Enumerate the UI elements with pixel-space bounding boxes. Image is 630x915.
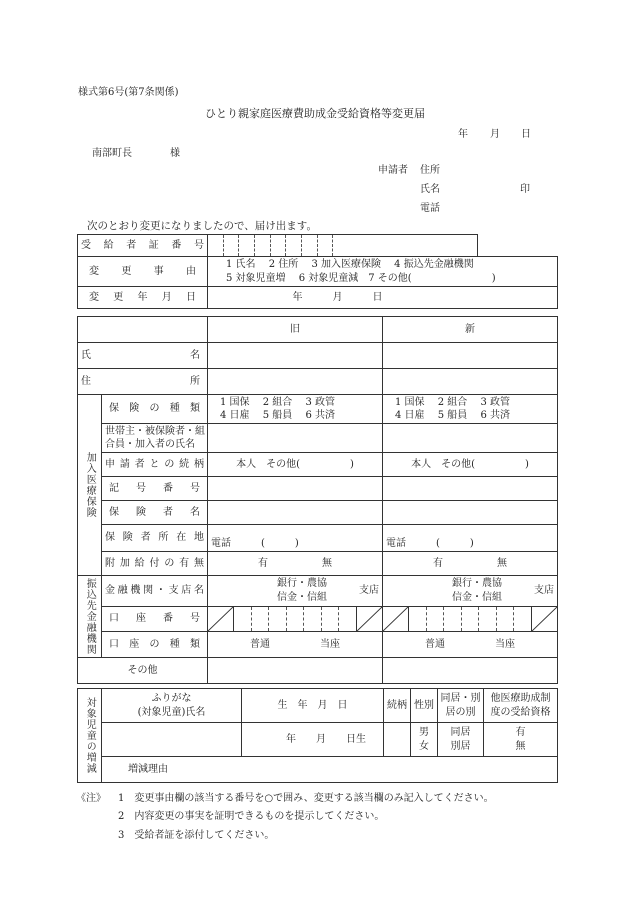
new-account-type[interactable]: 普通 当座: [383, 632, 558, 658]
new-extra-benefit[interactable]: 有 無: [383, 552, 558, 576]
address-label: 住所: [420, 165, 440, 176]
old-other[interactable]: [208, 658, 383, 684]
seal-label: 印: [520, 184, 530, 195]
insurer-label: 保険者名: [102, 501, 208, 525]
sex-header: 性別: [411, 689, 438, 723]
addressee: 南部町長: [92, 148, 132, 159]
honorific: 様: [170, 148, 180, 159]
old-extra-benefit[interactable]: 有 無: [208, 552, 383, 576]
change-detail-table: [77, 316, 558, 684]
old-account-no[interactable]: [208, 606, 383, 632]
old-insurer-address[interactable]: 電話 ( ): [208, 525, 383, 552]
child-name-header: ふりがな (対象児童)氏名: [102, 689, 242, 723]
birth-field[interactable]: 年 月 日生: [242, 723, 384, 757]
bank-group-label: 振込先金融機関: [78, 576, 102, 658]
reason-field[interactable]: [102, 757, 558, 783]
note-item: 1 変更事由欄の該当する番号を○で囲み、変更する該当欄のみ記入してください。: [118, 793, 494, 804]
note-item: 2 内容変更の事実を証明できるものを提示してください。: [118, 811, 385, 822]
recipient-no-field[interactable]: [208, 235, 478, 257]
page-title: ひとり親家庭医療費助成金受給資格等変更届: [205, 107, 425, 120]
symbol-no-label: 記号番号: [102, 477, 208, 501]
qualification-field[interactable]: 有 無: [484, 723, 558, 757]
old-head-name[interactable]: [208, 424, 383, 453]
change-item-options[interactable]: 1 氏名 2 住所 3 加入医療保険 4 振込先金融機関 5 対象児童増 6 対象児童減 7 その他( ): [208, 257, 558, 287]
insurance-group-label: 加入医療保険: [78, 395, 102, 576]
old-address-field[interactable]: [208, 369, 383, 395]
extra-benefit-label: 附加給付の有無: [102, 552, 208, 576]
relation-field[interactable]: [384, 723, 411, 757]
new-address-field[interactable]: [383, 369, 558, 395]
change-item-label: 変更事由: [78, 257, 208, 287]
new-ins-type[interactable]: 1 国保 2 組合 3 政管 4 日雇 5 船員 6 共済: [383, 395, 558, 424]
child-group-label: 対象児童の増減: [78, 689, 102, 783]
applicant-label: 申請者: [378, 165, 408, 176]
reason-label: 増減理由: [128, 763, 168, 775]
date-month: 月: [490, 129, 500, 140]
old-symbol-no[interactable]: [208, 477, 383, 501]
date-day: 日: [521, 129, 531, 140]
bank-name-label: 金融機関・支店名: [102, 576, 208, 607]
form-number: 様式第6号(第7条関係): [78, 87, 179, 98]
old-insurer[interactable]: [208, 501, 383, 525]
relation-header: 続柄: [384, 689, 411, 723]
relation-label: 申請者との続柄: [102, 453, 208, 477]
birth-header: 生 年 月 日: [242, 689, 384, 723]
new-symbol-no[interactable]: [383, 477, 558, 501]
date-year: 年: [458, 129, 468, 140]
name-label: 氏名: [420, 184, 440, 195]
new-insurer-address[interactable]: 電話 ( ): [383, 525, 558, 552]
child-name-field[interactable]: [102, 723, 242, 757]
note-item: 3 受給者証を添付してください。: [118, 830, 275, 841]
new-head-name[interactable]: [383, 424, 558, 453]
change-date-field[interactable]: 年 月 日: [208, 287, 558, 309]
address-row-label: 住 所: [78, 369, 208, 395]
cohab-header: 同居・別 居の別: [438, 689, 484, 723]
insurer-address-label: 保険者所在地: [102, 525, 208, 552]
intro-text: 次のとおり変更になりましたので、届け出ます。: [87, 220, 317, 232]
cohab-field[interactable]: 同居 別居: [438, 723, 484, 757]
account-no-label: 口座番号: [102, 606, 208, 632]
old-account-type[interactable]: 普通 当座: [208, 632, 383, 658]
ins-type-label: 保険の種類: [102, 395, 208, 424]
new-other[interactable]: [383, 658, 558, 684]
change-summary-table: [77, 234, 558, 309]
old-column-header: 旧: [208, 317, 383, 343]
new-bank-name[interactable]: 銀行・農協 信金・信組 支店: [383, 576, 558, 607]
head-name-label: 世帯主・被保険者・組 合員・加入者の氏名: [102, 424, 208, 453]
qualification-header: 他医療助成制 度の受給資格: [484, 689, 558, 723]
account-type-label: 口座の種類: [102, 632, 208, 658]
name-row-label: 氏 名: [78, 343, 208, 369]
new-insurer[interactable]: [383, 501, 558, 525]
new-account-no[interactable]: [383, 606, 558, 632]
sex-field[interactable]: 男 女: [411, 723, 438, 757]
phone-label: 電話: [420, 203, 440, 214]
old-relation[interactable]: 本人 その他( ): [208, 453, 383, 477]
change-date-label: 変更年月日: [78, 287, 208, 309]
new-name-field[interactable]: [383, 343, 558, 369]
recipient-no-label: 受給者証番号: [78, 235, 208, 257]
child-change-table: [77, 688, 558, 783]
old-bank-name[interactable]: 銀行・農協 信金・信組 支店: [208, 576, 383, 607]
notes-label: 《注》: [76, 793, 106, 804]
old-ins-type[interactable]: 1 国保 2 組合 3 政管 4 日雇 5 船員 6 共済: [208, 395, 383, 424]
new-column-header: 新: [383, 317, 558, 343]
new-relation[interactable]: 本人 その他( ): [383, 453, 558, 477]
other-label: その他: [78, 658, 208, 684]
old-name-field[interactable]: [208, 343, 383, 369]
